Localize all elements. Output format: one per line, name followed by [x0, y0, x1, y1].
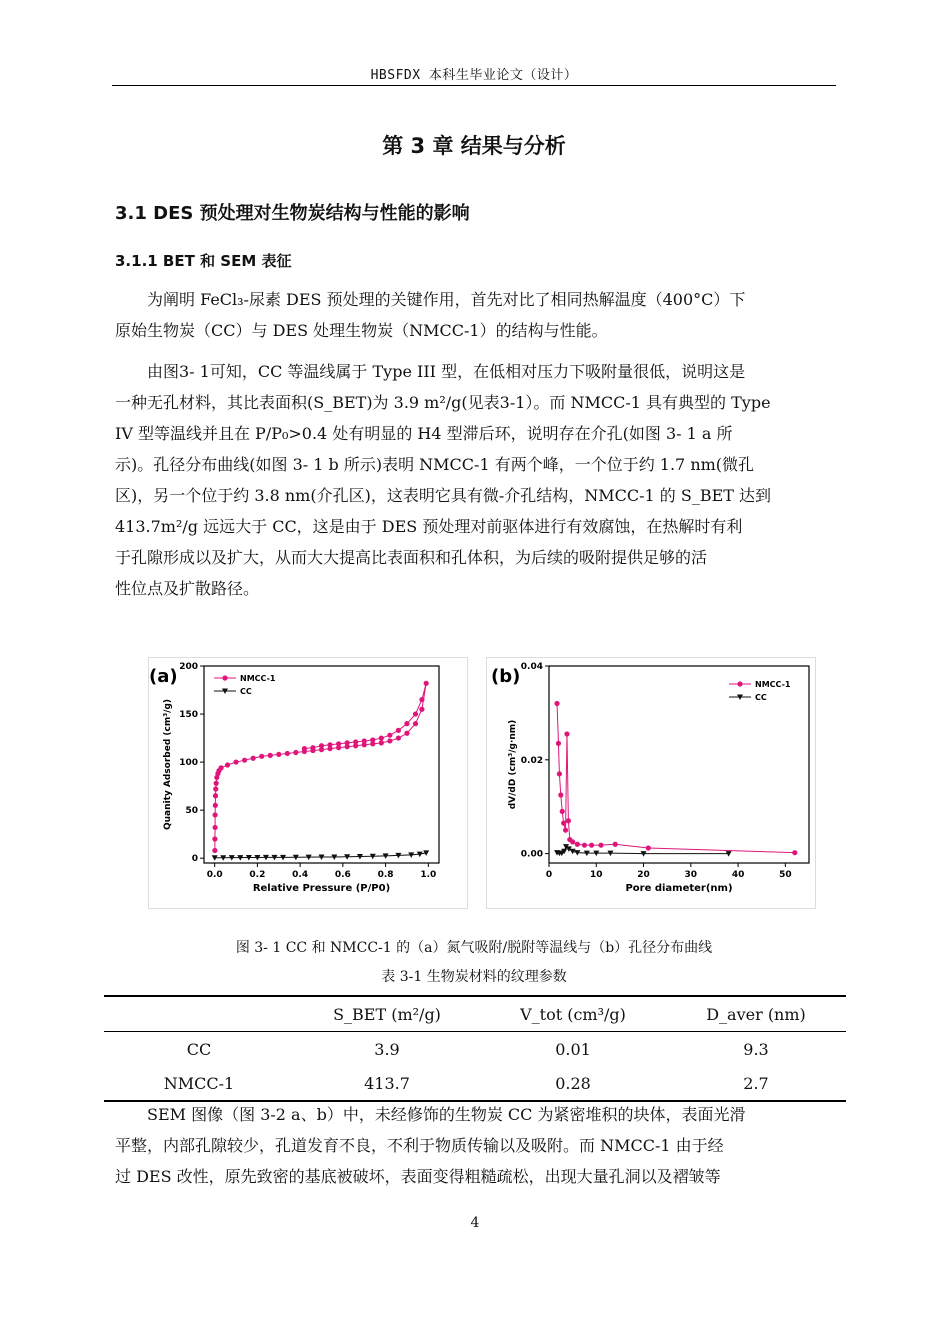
x-tick-label: 20	[637, 870, 650, 880]
running-header: HBSFDX 本科生毕业论文（设计）	[370, 68, 578, 83]
y-tick-label: 200	[179, 662, 198, 672]
x-tick-label: 1.0	[420, 870, 437, 880]
data-point	[268, 753, 273, 758]
para2-line: IV 型等温线并且在 P/P₀>0.4 处有明显的 H4 型滞后环，说明存在介孔(如图 3- 1 a 所	[115, 424, 733, 443]
data-point	[213, 793, 218, 798]
data-point	[566, 818, 571, 823]
data-point	[424, 681, 429, 686]
data-point	[302, 746, 307, 751]
y-tick-label: 0.04	[520, 662, 543, 672]
x-axis-label: Pore diameter(nm)	[625, 883, 733, 894]
x-axis-label: Relative Pressure (P/P0)	[252, 883, 391, 894]
data-point	[362, 738, 367, 743]
data-point	[212, 836, 217, 841]
legend-label: CC	[240, 687, 252, 696]
x-tick-label: 0.4	[292, 870, 309, 880]
pore-distribution-chart	[486, 657, 816, 909]
x-tick-label: 10	[590, 870, 603, 880]
y-tick-label: 50	[185, 806, 198, 817]
data-point	[213, 825, 218, 830]
isotherm-chart	[148, 657, 468, 909]
data-point	[214, 781, 219, 786]
data-point	[404, 721, 409, 726]
para2-line: 413.7m²/g 远远大于 CC，这是由于 DES 预处理对前驱体进行有效腐蚀，在热解时有利	[115, 517, 743, 536]
paragraph-3	[115, 1099, 837, 1192]
x-tick-label: 0.0	[206, 870, 223, 880]
x-tick-label: 0.8	[377, 870, 394, 880]
data-point	[213, 786, 218, 791]
x-tick-label: 40	[731, 870, 745, 880]
data-point	[251, 756, 256, 761]
x-tick-label: 0.2	[249, 870, 266, 880]
data-point	[570, 839, 575, 844]
para3-line: 过 DES 改性，原先致密的基底被破坏，表面变得粗糙疏松，出现大量孔洞以及褶皱等	[115, 1167, 721, 1186]
page-number: 4	[470, 1215, 480, 1231]
data-point	[319, 743, 324, 748]
data-point	[560, 809, 565, 814]
data-point	[327, 742, 332, 747]
panel-label-b: (b)	[491, 666, 521, 687]
data-point	[212, 848, 217, 853]
para2-line: 性位点及扩散路径。	[115, 579, 260, 598]
y-tick-label: 0	[191, 854, 198, 865]
data-point	[613, 842, 618, 847]
table-header-cell	[104, 996, 294, 1032]
table-header-cell: V_tot (cm³/g)	[520, 1004, 626, 1024]
data-point	[379, 735, 384, 740]
data-point	[575, 842, 580, 847]
para2-line: 由图3- 1可知，CC 等温线属于 Type III 型，在低相对压力下吸附量很低，说明这是	[147, 362, 746, 381]
y-tick-label: 100	[179, 758, 198, 769]
data-point	[276, 752, 281, 757]
data-point	[387, 733, 392, 738]
table-cell: 0.01	[555, 1039, 591, 1059]
data-point	[589, 843, 594, 848]
data-point	[225, 762, 230, 767]
figure-caption: 图 3- 1 CC 和 NMCC-1 的（a）氮气吸附/脱附等温线与（b）孔径分布曲线	[235, 940, 713, 956]
x-tick-label: 0.6	[334, 870, 351, 880]
legend-label: CC	[755, 693, 767, 702]
data-point	[563, 828, 568, 833]
table-row	[104, 1066, 846, 1101]
paragraph-1	[115, 284, 837, 346]
data-point	[213, 803, 218, 808]
data-point	[259, 754, 264, 759]
para2-line: 区)，另一个位于约 3.8 nm(介孔区)，这表明它具有微-介孔结构，NMCC-1 的 S_BET 达到	[115, 486, 772, 505]
para3-line: 平整，内部孔隙较少，孔道发育不良，不利于物质传输以及吸附。而 NMCC-1 由于经	[115, 1136, 724, 1155]
para2-line: 于孔隙形成以及扩大，从而大大提高比表面积和孔体积，为后续的吸附提供足够的活	[115, 548, 708, 567]
x-tick-label: 50	[779, 870, 792, 880]
data-point	[558, 792, 563, 797]
table-header-row	[104, 996, 846, 1032]
table-header-cell: S_BET (m²/g)	[333, 1004, 441, 1024]
data-point	[310, 745, 315, 750]
data-point	[293, 750, 298, 755]
data-point	[419, 697, 424, 702]
section-title: 3.1 DES 预处理对生物炭结构与性能的影响	[115, 203, 470, 224]
data-point	[564, 731, 569, 736]
x-tick-label: 0	[545, 870, 553, 880]
y-axis-label: dV/dD (cm³/g·nm)	[508, 719, 518, 810]
legend-label: NMCC-1	[240, 674, 276, 683]
table-row	[104, 1032, 846, 1067]
data-point	[557, 771, 562, 776]
y-tick-label: 0.02	[520, 755, 543, 766]
data-point	[598, 843, 603, 848]
data-point	[561, 821, 566, 826]
data-point	[413, 721, 418, 726]
data-point	[379, 740, 384, 745]
data-point	[396, 735, 401, 740]
para1-line: 原始生物炭（CC）与 DES 处理生物炭（NMCC-1）的结构与性能。	[115, 321, 608, 340]
data-point	[404, 731, 409, 736]
chapter-title: 第 3 章 结果与分析	[382, 134, 566, 158]
data-point	[419, 707, 424, 712]
legend-marker	[737, 681, 742, 686]
header-rule	[112, 85, 836, 86]
data-point	[370, 737, 375, 742]
data-point	[556, 741, 561, 746]
data-point	[646, 845, 651, 850]
data-point	[218, 765, 223, 770]
data-point	[345, 740, 350, 745]
para2-line: 一种无孔材料，其比表面积(S_BET)为 3.9 m²/g(见表3-1）。而 NMCC-1 具有典型的 Type	[115, 393, 771, 412]
table-cell: 2.7	[743, 1073, 769, 1093]
data-point	[396, 728, 401, 733]
table-cell: CC	[186, 1039, 212, 1059]
table-header-cell: D_aver (nm)	[706, 1004, 806, 1024]
table-cell: 0.28	[555, 1073, 591, 1093]
paragraph-2	[115, 356, 837, 604]
y-axis-label: Quanity Adsorbed (cm³/g)	[163, 698, 173, 831]
subsection-title: 3.1.1 BET 和 SEM 表征	[115, 252, 292, 270]
data-point	[387, 738, 392, 743]
data-point	[554, 701, 559, 706]
data-point	[242, 758, 247, 763]
legend-label: NMCC-1	[755, 680, 791, 689]
para3-line: SEM 图像（图 3-2 a、b）中，未经修饰的生物炭 CC 为紧密堆积的块体，表面光滑	[147, 1105, 746, 1124]
data-point	[792, 850, 797, 855]
table-cell: 413.7	[364, 1073, 410, 1093]
table-cell: 9.3	[743, 1039, 769, 1059]
table-cell: NMCC-1	[163, 1073, 235, 1093]
data-point	[413, 711, 418, 716]
para2-line: 示)。孔径分布曲线(如图 3- 1 b 所示)表明 NMCC-1 有两个峰，一个位于约 1.7 nm(微孔	[115, 455, 755, 474]
data-point	[336, 741, 341, 746]
data-point	[582, 843, 587, 848]
y-tick-label: 150	[179, 710, 198, 721]
legend-marker	[222, 675, 227, 680]
data-point	[213, 812, 218, 817]
para1-line: 为阐明 FeCl₃-尿素 DES 预处理的关键作用，首先对比了相同热解温度（400°C）下	[147, 290, 746, 309]
data-point	[233, 759, 238, 764]
panel-label-a: (a)	[149, 666, 178, 687]
x-tick-label: 30	[684, 870, 698, 880]
data-point	[285, 751, 290, 756]
y-tick-label: 0.00	[520, 849, 543, 860]
data-point	[353, 739, 358, 744]
table-cell: 3.9	[374, 1039, 400, 1059]
table-caption: 表 3-1 生物炭材料的纹理参数	[381, 969, 567, 985]
texture-table	[104, 995, 846, 1102]
